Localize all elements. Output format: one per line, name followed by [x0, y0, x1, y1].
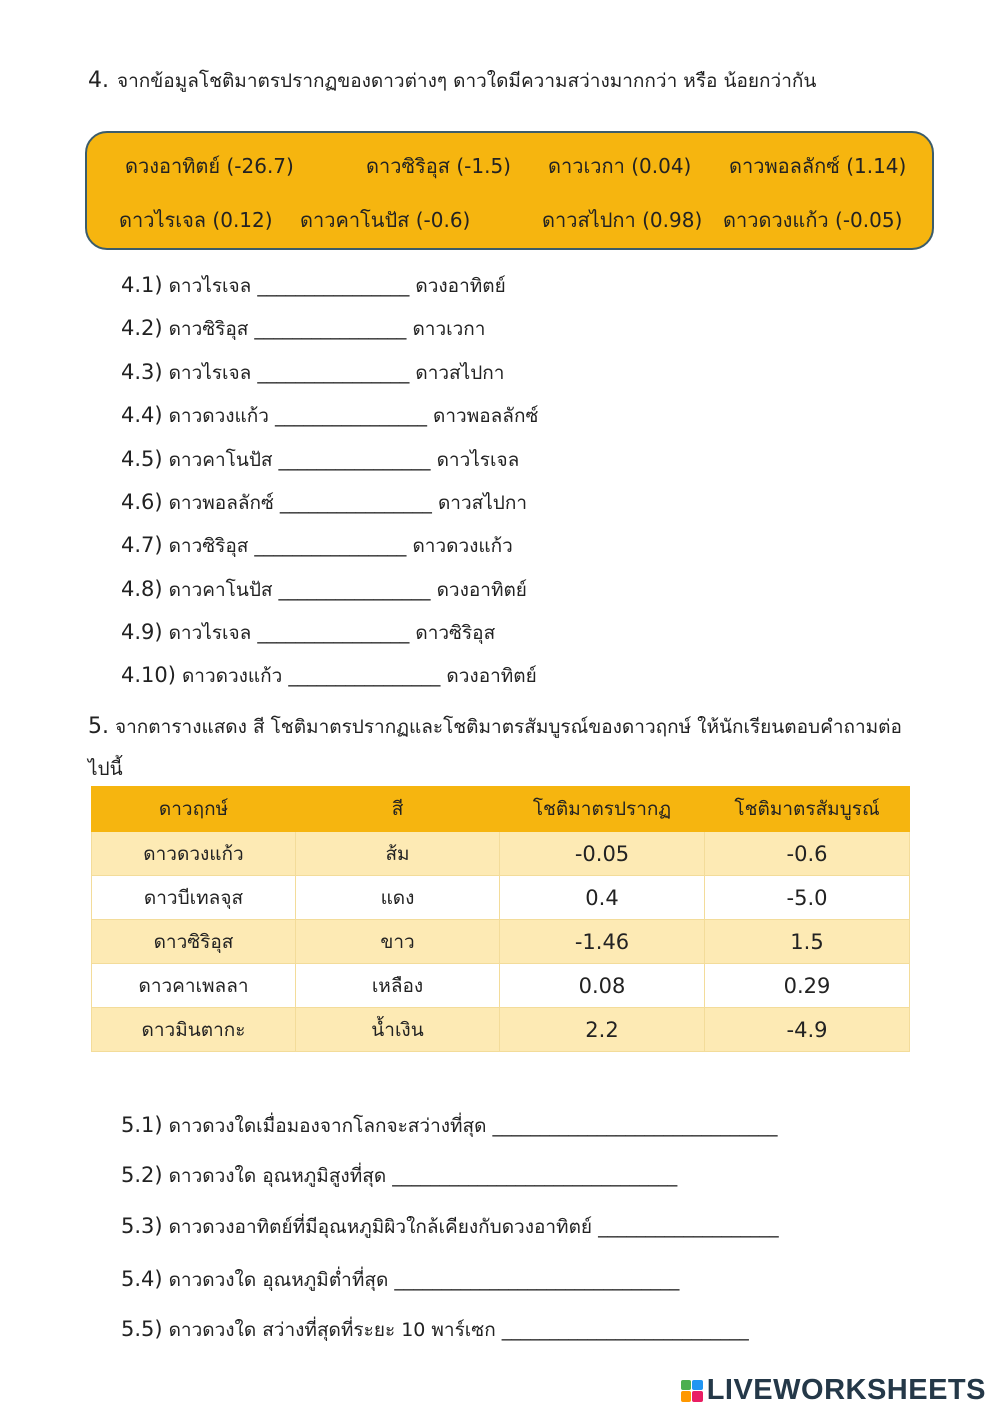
- star-chip: ดาวไรเจล (0.12): [119, 208, 273, 232]
- question-4-text: จากข้อมูลโชติมาตรปรากฏของดาวต่างๆ ดาวใดมีความสว่างมากกว่า หรือ น้อยกว่ากัน: [117, 70, 817, 92]
- logo-square: [681, 1380, 692, 1391]
- question-item[interactable]: [121, 401, 538, 431]
- question-item[interactable]: [121, 271, 506, 301]
- star-chip: ดาวคาโนปัส (-0.6): [300, 208, 471, 232]
- item-number: 5.4): [121, 1267, 163, 1291]
- question-item[interactable]: [121, 358, 504, 388]
- item-number: 4.6): [121, 490, 163, 514]
- question-item[interactable]: [121, 618, 495, 648]
- item-text: ดาวดวงแก้ว ________________ ดวงอาทิตย์: [181, 665, 537, 687]
- table-cell: 2.2: [500, 1008, 705, 1052]
- logo-square: [692, 1391, 703, 1402]
- item-number: 5.5): [121, 1317, 163, 1341]
- table-header: ดาวฤกษ์: [92, 787, 296, 832]
- table-cell: ดาวซิริอุส: [92, 920, 296, 964]
- item-number: 4.5): [121, 447, 163, 471]
- table-cell: น้ำเงิน: [296, 1008, 500, 1052]
- item-number: 4.7): [121, 533, 163, 557]
- item-number: 4.8): [121, 577, 163, 601]
- star-chip: ดาวดวงแก้ว (-0.05): [723, 208, 903, 232]
- item-number: 4.4): [121, 403, 163, 427]
- question-item[interactable]: [121, 1315, 749, 1345]
- table-cell: ดาวคาเพลลา: [92, 964, 296, 1008]
- table-header-row: [92, 787, 910, 832]
- item-text: ดาวคาโนปัส ________________ ดวงอาทิตย์: [168, 579, 527, 601]
- table-cell: -0.05: [500, 832, 705, 876]
- question-5-title: [88, 706, 918, 790]
- question-4-number: 4.: [88, 68, 109, 93]
- table-header: โชติมาตรสัมบูรณ์: [705, 787, 910, 832]
- item-text: ดาวดวงใด อุณหภูมิสูงที่สุด ______________________________: [168, 1165, 678, 1187]
- item-text: ดาวซิริอุส ________________ ดาวเวกา: [168, 318, 486, 340]
- star-chip: ดาวสไปกา (0.98): [542, 208, 703, 232]
- item-text: ดาวไรเจล ________________ ดวงอาทิตย์: [168, 275, 506, 297]
- item-number: 4.1): [121, 273, 163, 297]
- table-cell: 0.08: [500, 964, 705, 1008]
- table-cell: ดาวบีเทลจุส: [92, 876, 296, 920]
- question-item[interactable]: [121, 661, 537, 691]
- table-row: [92, 832, 910, 876]
- item-number: 5.3): [121, 1214, 163, 1238]
- item-text: ดาวดวงใดเมื่อมองจากโลกจะสว่างที่สุด ______________________________: [168, 1115, 778, 1137]
- item-text: ดาวคาโนปัส ________________ ดาวไรเจล: [168, 449, 520, 471]
- star-chip: ดาวพอลลักซ์ (1.14): [729, 154, 907, 178]
- question-item[interactable]: [121, 488, 527, 518]
- question-item[interactable]: [121, 445, 519, 475]
- item-text: ดาวพอลลักซ์ ________________ ดาวสไปกา: [168, 492, 528, 514]
- question-4-title: [88, 66, 816, 96]
- table-cell: ส้ม: [296, 832, 500, 876]
- item-text: ดาวดวงอาทิตย์ที่มีอุณหภูมิผิวใกล้เคียงกับดวงอาทิตย์ ___________________: [168, 1216, 779, 1238]
- item-number: 5.2): [121, 1163, 163, 1187]
- item-text: ดาวดวงแก้ว ________________ ดาวพอลลักซ์: [168, 405, 539, 427]
- item-text: ดาวไรเจล ________________ ดาวสไปกา: [168, 362, 505, 384]
- liveworksheets-logo-icon: [681, 1380, 703, 1402]
- table-cell: เหลือง: [296, 964, 500, 1008]
- question-item[interactable]: [121, 314, 485, 344]
- liveworksheets-logo[interactable]: [681, 1374, 986, 1407]
- logo-square: [692, 1380, 703, 1391]
- table-header: โชติมาตรปรากฏ: [500, 787, 705, 832]
- table-row: [92, 876, 910, 920]
- table-cell: ดาวดวงแก้ว: [92, 832, 296, 876]
- table-cell: -4.9: [705, 1008, 910, 1052]
- table-cell: แดง: [296, 876, 500, 920]
- table-cell: 0.4: [500, 876, 705, 920]
- item-text: ดาวดวงใด สว่างที่สุดที่ระยะ 10 พาร์เซก __________________________: [168, 1319, 749, 1341]
- question-item[interactable]: [121, 1265, 679, 1295]
- star-chip: ดาวซิริอุส (-1.5): [366, 154, 511, 178]
- question-item[interactable]: [121, 1212, 779, 1242]
- question-5-text: จากตารางแสดง สี โชติมาตรปรากฏและโชติมาตรสัมบูรณ์ของดาวฤกษ์ ให้นักเรียนตอบคำถามต่อไปนี้: [88, 716, 902, 780]
- table-cell: -0.6: [705, 832, 910, 876]
- table-cell: 1.5: [705, 920, 910, 964]
- item-text: ดาวไรเจล ________________ ดาวซิริอุส: [168, 622, 496, 644]
- table-header: สี: [296, 787, 500, 832]
- table-row: [92, 964, 910, 1008]
- table-cell: 0.29: [705, 964, 910, 1008]
- item-text: ดาวดวงใด อุณหภูมิต่ำที่สุด ______________________________: [168, 1269, 680, 1291]
- logo-square: [681, 1391, 692, 1402]
- table-cell: -1.46: [500, 920, 705, 964]
- star-chip: ดาวเวกา (0.04): [548, 154, 692, 178]
- question-item[interactable]: [121, 1161, 677, 1191]
- star-chip: ดวงอาทิตย์ (-26.7): [125, 154, 294, 178]
- star-table: [91, 786, 910, 1052]
- item-number: 4.3): [121, 360, 163, 384]
- logo-text: LIVEWORKSHEETS: [706, 1374, 986, 1406]
- item-number: 5.1): [121, 1113, 163, 1137]
- item-number: 4.9): [121, 620, 163, 644]
- item-number: 4.10): [121, 663, 176, 687]
- question-item[interactable]: [121, 575, 527, 605]
- item-number: 4.2): [121, 316, 163, 340]
- star-magnitude-box: [85, 131, 934, 250]
- question-5-number: 5.: [88, 714, 109, 739]
- question-item[interactable]: [121, 531, 513, 561]
- table-row: [92, 1008, 910, 1052]
- item-text: ดาวซิริอุส ________________ ดาวดวงแก้ว: [168, 535, 513, 557]
- table-cell: -5.0: [705, 876, 910, 920]
- table-cell: ดาวมินตากะ: [92, 1008, 296, 1052]
- table-row: [92, 920, 910, 964]
- question-item[interactable]: [121, 1111, 778, 1141]
- table-cell: ขาว: [296, 920, 500, 964]
